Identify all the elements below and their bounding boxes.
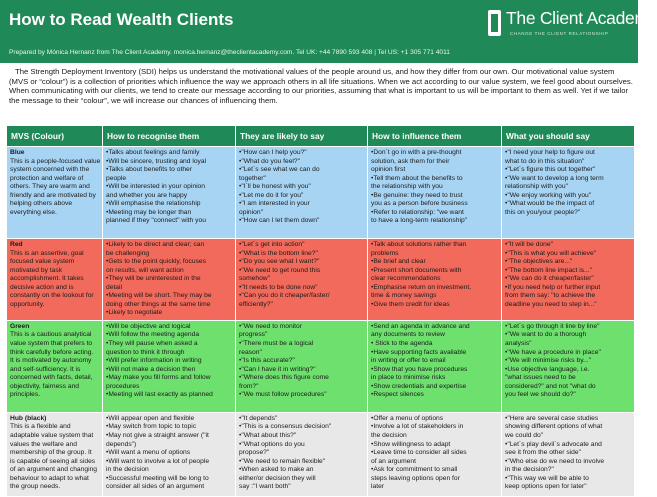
- cell-line: opportunity.: [10, 300, 45, 308]
- cell-line: •Will not make a decision then: [106, 365, 196, 373]
- cell-line: •"The objectives are...": [505, 258, 573, 266]
- cell-line: •Talks about benefits to other: [106, 166, 192, 174]
- cell-line: •"It will be done": [505, 241, 553, 248]
- cell-line: •"I am interested in your: [239, 200, 310, 208]
- author-contact-line: Prepared by Mónica Hernanz from The Client Academy. monica.hernanz@theclientacademy.com. Tel UK: +44 7890 593 408 | Tel US: +1 305 771 4011: [9, 49, 450, 56]
- intro-paragraph-2: When communicating with our clients, we tend to create our message according to our priorities, assuming that what is important to us will be important to them as well. Yet if we tailor the message to their “colour”, we will increase our chances of influencing them.: [9, 86, 629, 105]
- cell-line: •"There must be a logical: [239, 340, 314, 348]
- cell-line: •"Let´s get into action": [239, 241, 305, 248]
- cell-line: This is a flexible and: [10, 423, 71, 431]
- cell-line: others. They are warm and: [10, 183, 90, 191]
- cell-line: planned if they "connect" with you: [106, 217, 206, 225]
- cell-line: •"What do you feel?": [239, 157, 300, 165]
- cell-line: This is a cautious analytical: [10, 331, 92, 339]
- cell-line: value system that prefers to: [10, 340, 93, 348]
- cell-line: "what issues need to be: [505, 374, 576, 382]
- cell-line: •Meeting will be short. They may be: [106, 292, 212, 300]
- cell-line: depends"): [106, 440, 137, 448]
- mvs-colour-label: Hub (black): [10, 414, 47, 422]
- cell-line: and whether you are happy: [106, 191, 188, 199]
- cell-line: •May switch from topic to topic: [106, 423, 197, 431]
- cell-line: •Successful meeting will be long to: [106, 474, 209, 482]
- cell-line: motivated by task: [10, 266, 63, 274]
- cell-line: •"Is this accurate?": [239, 357, 295, 365]
- cell-line: the relationship with you: [371, 183, 443, 191]
- cell-line: •Be brief and clear: [371, 258, 426, 266]
- cell-line: in the decision: [106, 466, 149, 474]
- cell-line: we could do": [505, 432, 544, 440]
- cell-line: •"Where does this figure come: [239, 374, 329, 382]
- cell-line: •Don´t go in with a pre-thought: [371, 149, 462, 156]
- cell-line: •"We need to get round this: [239, 266, 321, 274]
- cell-line: •Talk about solutions rather than: [371, 241, 467, 248]
- cell-line: on results, will want action: [106, 266, 184, 274]
- cell-line: •"Do you see what I want?": [239, 258, 320, 266]
- cell-line: what to do in this situation": [505, 157, 585, 165]
- cell-line: •Likely to be direct and clear; can: [106, 241, 205, 248]
- table-cell: [368, 412, 502, 496]
- cell-line: in the decision?": [505, 466, 554, 474]
- cell-line: people: [106, 174, 127, 182]
- cell-line: •They will pause when asked a: [106, 340, 198, 348]
- cell-line: question to think it through: [106, 348, 185, 356]
- cell-line: •"We must follow procedures": [239, 391, 327, 399]
- cell-line: •Will prefer information in writing: [106, 357, 202, 365]
- cell-line: •Present short documents with: [371, 266, 462, 274]
- table-cell: [236, 147, 368, 239]
- cell-line: •"What about this?": [239, 432, 297, 440]
- cell-line: •Offer a menu of options: [371, 414, 444, 422]
- cell-line: •Send an agenda in advance and: [371, 322, 470, 330]
- cell-line: •"I´ll be honest with you": [239, 183, 311, 191]
- cell-line: •Respect silences: [371, 391, 424, 399]
- table-cell: [236, 239, 368, 321]
- cell-line: consider all sides of an argument: [106, 483, 205, 491]
- cell-line: •Likely to negotiate: [106, 309, 163, 317]
- wealth-clients-table: [6, 125, 635, 497]
- cell-line: •"We enjoy working with you": [505, 191, 592, 199]
- cell-line: analysis": [505, 340, 532, 348]
- cell-line: together": [239, 174, 266, 182]
- cell-line: •"This way we will be able to: [505, 474, 589, 482]
- cell-line: showing different options of what: [505, 423, 603, 431]
- cell-line: this on you/your people?": [505, 208, 581, 216]
- client-academy-logo: [488, 6, 657, 42]
- table-cell: [103, 320, 236, 412]
- cell-line: •"We can do it cheaper/faster": [505, 275, 594, 283]
- column-header: MVS (Colour): [7, 126, 103, 147]
- cell-line: •"It needs to be done now": [239, 283, 318, 291]
- cell-line: •Will want to involve a lot of people: [106, 457, 210, 465]
- cell-line: the decision: [371, 432, 407, 440]
- cell-line: •"What is the bottom line?": [239, 249, 318, 257]
- cell-line: to have a long-term relationship": [371, 217, 468, 225]
- logo-mark-icon: [488, 10, 501, 36]
- table-body: [7, 147, 635, 497]
- cell-line: constantly on the lookout for: [10, 292, 94, 300]
- cell-line: •"We want to develop a long term: [505, 174, 604, 182]
- cell-line: helping others above: [10, 200, 73, 208]
- cell-line: keep options open for later": [505, 483, 587, 491]
- table-cell: [502, 147, 635, 239]
- cell-line: •"How can I help you?": [239, 149, 307, 156]
- cell-line: see it from the other side": [505, 449, 581, 457]
- intro-paragraph-1: The Strength Deployment Inventory (SDI) helps us understand the motivational values of the people around us, and how they differ from our own. Our motivational value system (MVS or “colour”) is a collection of priorities which influence the way we approach others in all life situations. When we act according to our value system, we feel good about ourselves.: [9, 67, 633, 86]
- cell-line: progress": [239, 331, 268, 339]
- cell-line: friendly and are motivated by: [10, 191, 96, 199]
- cell-line: •Will appear open and flexible: [106, 414, 195, 422]
- table-cell: [368, 239, 502, 321]
- cell-line: •"It depends": [239, 414, 278, 422]
- table-cell: [236, 412, 368, 496]
- cell-line: •"We need to monitor: [239, 322, 302, 330]
- cell-line: •Talks about feelings and family: [106, 149, 200, 156]
- cell-line: reason": [239, 348, 262, 356]
- cell-line: •May make you fill forms and follow: [106, 374, 211, 382]
- column-header: How to influence them: [368, 126, 502, 147]
- cell-line: •Emphasise return on investment,: [371, 283, 472, 291]
- intro-text: [9, 67, 634, 105]
- table-cell: [7, 239, 103, 321]
- cell-line: principles.: [10, 391, 41, 399]
- table-cell: [502, 320, 635, 412]
- cell-line: procedures: [106, 382, 140, 390]
- cell-line: •"Who else do we need to involve: [505, 457, 605, 465]
- cell-line: behaviour to adapt to what: [10, 474, 89, 482]
- cell-line: •"Let´s figure this out together": [505, 166, 596, 174]
- cell-line: later: [371, 483, 385, 491]
- cell-line: •Meeting will last exactly as planned: [106, 391, 213, 399]
- cell-line: •When asked to make an: [239, 466, 314, 474]
- cell-line: steps leaving options open for: [371, 474, 460, 482]
- cell-line: deadline you need to step in...": [505, 300, 597, 308]
- cell-line: membership of the group. It: [10, 449, 92, 457]
- mvs-colour-label: Blue: [10, 149, 25, 156]
- cell-line: of an argument: [371, 457, 416, 465]
- cell-line: •"Let me do it for you": [239, 191, 304, 199]
- cell-line: problems: [371, 249, 399, 257]
- cell-line: •Show that you have procedures: [371, 365, 468, 373]
- cell-line: •Leave time to consider all sides: [371, 449, 467, 457]
- table-row: [7, 412, 635, 496]
- table-row: [7, 147, 635, 239]
- cell-line: you feel we should do?": [505, 391, 576, 399]
- cell-line: from them say: "to achieve the: [505, 292, 596, 300]
- cell-line: •Have supporting facts available: [371, 348, 467, 356]
- cell-line: •Give them credit for ideas: [371, 300, 450, 308]
- cell-line: •Use objective language, i.e.: [505, 365, 590, 373]
- cell-line: decisive action and is: [10, 283, 74, 291]
- cell-line: •"The bottom line impact is...": [505, 266, 592, 274]
- cell-line: either/or decision they will: [239, 474, 316, 482]
- cell-line: doing other things at the same time: [106, 300, 211, 308]
- cell-line: •Ask for commitment to small: [371, 466, 458, 474]
- cell-line: •"This is what you will achieve": [505, 249, 597, 257]
- cell-line: •Will be objective and logical: [106, 322, 191, 330]
- cell-line: This is an assertive, goal: [10, 249, 84, 257]
- cell-line: •Show credentials and expertise: [371, 382, 467, 390]
- cell-line: in place to minimise risks: [371, 374, 446, 382]
- cell-line: •Be genuine: they need to trust: [371, 191, 463, 199]
- cell-line: •Will follow the meeting agenda: [106, 331, 200, 339]
- cell-line: •"We need to remain flexible": [239, 457, 326, 465]
- logo-text: The Client Academy: [506, 8, 657, 28]
- cell-line: •"Here are several case studies: [505, 414, 599, 422]
- cell-line: •"We want to do a thorough: [505, 331, 587, 339]
- cell-line: This is a people-focused value: [10, 157, 101, 165]
- table-cell: [236, 320, 368, 412]
- table-cell: [502, 239, 635, 321]
- mvs-colour-label: Red: [10, 241, 23, 248]
- cell-line: •"Can I have it in writing?": [239, 365, 316, 373]
- table-cell: [103, 239, 236, 321]
- cell-line: •Involve a lot of stakeholders in: [371, 423, 464, 431]
- cell-line: •Will be sincere, trusting and loyal: [106, 157, 207, 165]
- header-banner: [0, 0, 657, 63]
- cell-line: •"How can I let them down": [239, 217, 320, 225]
- cell-line: •"Let´s go through it line by line": [505, 322, 600, 330]
- table-row: [7, 320, 635, 412]
- cell-line: the group needs.: [10, 483, 61, 491]
- cell-line: efficiently?": [239, 300, 273, 308]
- column-header: They are likely to say: [236, 126, 368, 147]
- cell-line: •"I need your help to figure out: [505, 149, 595, 156]
- cell-line: you as a person before business: [371, 200, 468, 208]
- cell-line: relationship with you": [505, 183, 568, 191]
- cell-line: •Will emphasise the relationship: [106, 200, 201, 208]
- cell-line: focused value system: [10, 258, 75, 266]
- column-header: How to recognise them: [103, 126, 236, 147]
- cell-line: accomplishment. It takes: [10, 275, 84, 283]
- cell-line: •Will want a menu of options: [106, 449, 191, 457]
- cell-line: opinion": [239, 208, 263, 216]
- cell-line: and self-sufficiency. It is: [10, 365, 81, 373]
- cell-line: adaptable value system that: [10, 432, 94, 440]
- cell-line: •"Let´s see what we can do: [239, 166, 320, 174]
- cell-line: objectivity, fairness and: [10, 382, 80, 390]
- cell-line: considered?" and not "what do: [505, 382, 596, 390]
- cell-line: •"Let´s play devil´s advocate and: [505, 440, 602, 448]
- cell-line: •"What would be the impact of: [505, 200, 595, 208]
- cell-line: system concerned with the: [10, 166, 90, 174]
- cell-line: •"What options do you: [239, 440, 305, 448]
- cell-line: somehow": [239, 275, 270, 283]
- cell-line: values the welfare and: [10, 440, 77, 448]
- cell-line: clear recommendations: [371, 275, 441, 283]
- table-cell: [103, 412, 236, 496]
- cell-line: •Show willingness to adapt: [371, 440, 451, 448]
- table-cell: [502, 412, 635, 496]
- table-cell: [103, 147, 236, 239]
- cell-line: detail: [106, 283, 122, 291]
- cell-line: from?": [239, 382, 259, 390]
- cell-line: any documents to review: [371, 331, 445, 339]
- table-cell: [368, 147, 502, 239]
- cell-line: It is motivated by autonomy: [10, 357, 92, 365]
- cell-line: •"We have a procedure in place": [505, 348, 601, 356]
- cell-line: in writing or offer to email: [371, 357, 446, 365]
- cell-line: •They will be uninterested in the: [106, 275, 201, 283]
- cell-line: everything else.: [10, 208, 57, 216]
- cell-line: solution, ask them for their: [371, 157, 450, 165]
- cell-line: • Stick to the agenda: [371, 340, 433, 348]
- page-title: How to Read Wealth Clients: [9, 10, 234, 29]
- cell-line: say :"I want both": [239, 483, 291, 491]
- column-header: What you should say: [502, 126, 635, 147]
- cell-line: •Gets to the point quickly, focuses: [106, 258, 206, 266]
- cell-line: •May not give a straight answer ("it: [106, 432, 209, 440]
- cell-line: •"This is a consensus decision": [239, 423, 332, 431]
- cell-line: concerned with facts, detail,: [10, 374, 93, 382]
- cell-line: time & money savings: [371, 292, 437, 300]
- cell-line: is capable of seeing all sides: [10, 457, 96, 465]
- cell-line: •"Can you do it cheaper/faster/: [239, 292, 330, 300]
- cell-line: •If you need help or further input: [505, 283, 601, 291]
- table-cell: [7, 147, 103, 239]
- table-cell: [7, 320, 103, 412]
- cell-line: of an argument and changing: [10, 466, 98, 474]
- table-cell: [368, 320, 502, 412]
- table-row: [7, 239, 635, 321]
- cell-line: •Tell them about the benefits to: [371, 174, 463, 182]
- cell-line: •"We will minimise risks by...": [505, 357, 591, 365]
- cell-line: •Meeting may be longer than: [106, 208, 192, 216]
- cell-line: propose?": [239, 449, 270, 457]
- table-header-row: [7, 126, 635, 147]
- cell-line: •Refer to relationship: "we want: [371, 208, 464, 216]
- cell-line: •Will be interested in your opinion: [106, 183, 205, 191]
- logo-tagline: CHANGE THE CLIENT RELATIONSHIP: [510, 31, 609, 36]
- mvs-colour-label: Green: [10, 322, 30, 330]
- cell-line: be challenging: [106, 249, 150, 257]
- table-cell: [7, 412, 103, 496]
- cell-line: opinion first: [371, 166, 406, 174]
- cell-line: protection and welfare of: [10, 174, 84, 182]
- cell-line: think carefully before acting.: [10, 348, 94, 356]
